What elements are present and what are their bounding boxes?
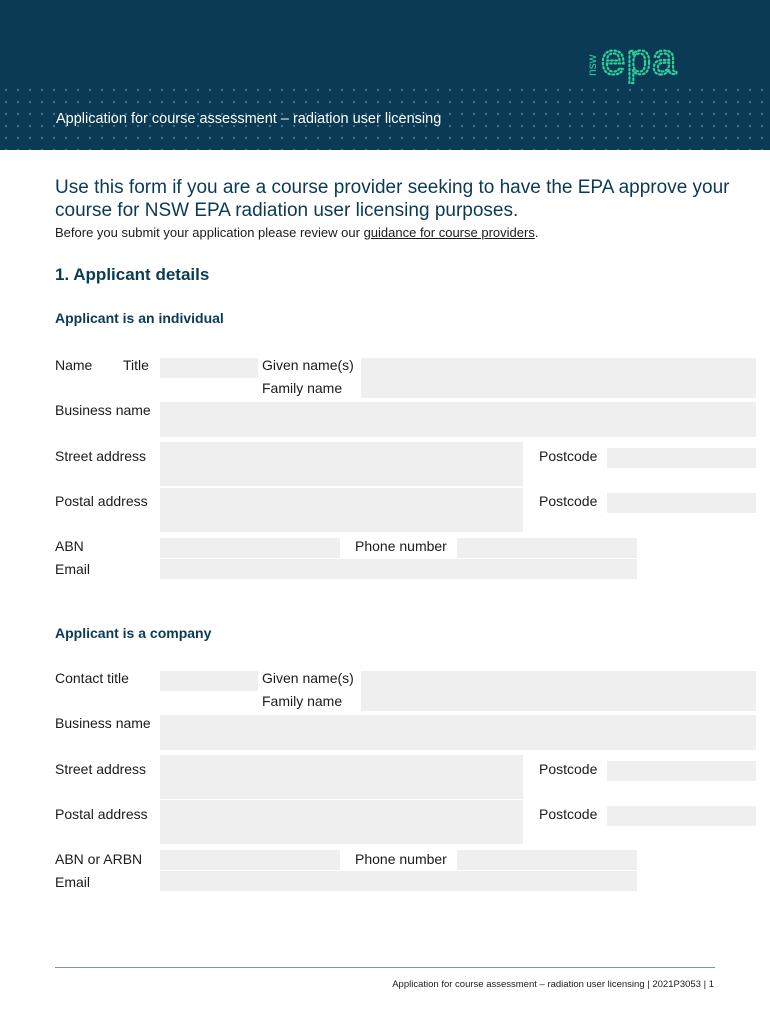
postal-postcode-label: Postcode: [539, 493, 598, 509]
company-heading: Applicant is a company: [55, 625, 212, 641]
street-address-label: Street address: [55, 448, 147, 464]
company-family-name-label: Family name: [262, 693, 343, 709]
company-phone-field[interactable]: [457, 850, 637, 870]
email-label: Email: [55, 561, 91, 577]
individual-business-name-field[interactable]: [160, 402, 756, 437]
intro-sub-prefix: Before you submit your application please review our: [55, 225, 364, 240]
individual-title-field[interactable]: [160, 358, 258, 378]
company-postal-address-label: Postal address: [55, 806, 148, 822]
company-street-address-label: Street address: [55, 761, 147, 777]
individual-postal-postcode-field[interactable]: [607, 493, 756, 513]
company-street-postcode-field[interactable]: [607, 761, 756, 781]
company-street-address-field[interactable]: [160, 755, 523, 799]
nsw-epa-logo: [583, 40, 723, 90]
company-given-name-field[interactable]: [361, 671, 756, 691]
name-label: Name: [55, 357, 93, 373]
street-postcode-label: Postcode: [539, 448, 598, 464]
company-email-label: Email: [55, 874, 91, 890]
individual-given-name-field[interactable]: [361, 358, 756, 378]
company-postal-postcode-field[interactable]: [607, 806, 756, 826]
company-abn-field[interactable]: [160, 850, 340, 870]
individual-street-postcode-field[interactable]: [607, 448, 756, 468]
guidance-link[interactable]: guidance for course providers: [363, 225, 535, 240]
individual-street-address-field[interactable]: [160, 442, 523, 486]
individual-postal-address-field[interactable]: [160, 488, 523, 532]
intro-sub-suffix: .: [534, 225, 539, 240]
footer-divider: [55, 967, 715, 968]
company-contact-title-field[interactable]: [160, 671, 258, 691]
logo-epa-text: epa: [601, 40, 678, 84]
business-name-label: Business name: [55, 402, 151, 418]
company-family-name-field[interactable]: [361, 691, 756, 711]
individual-email-field[interactable]: [160, 559, 637, 579]
company-business-name-field[interactable]: [160, 715, 756, 750]
company-street-postcode-label: Postcode: [539, 761, 598, 777]
phone-number-label: Phone number: [355, 538, 447, 554]
logo-nsw-text: nsw: [585, 54, 599, 76]
individual-heading: Applicant is an individual: [55, 310, 224, 326]
banner-title: Application for course assessment – radiation user licensing: [56, 111, 442, 127]
section-heading-applicant-details: 1. Applicant details: [55, 265, 210, 284]
intro-instructions: [55, 225, 538, 240]
individual-family-name-field[interactable]: [361, 378, 756, 398]
abn-label: ABN: [55, 538, 84, 554]
title-label: Title: [123, 357, 149, 373]
footer-text: Application for course assessment – radiation user licensing | 2021P3053 | 1: [392, 979, 714, 990]
company-email-field[interactable]: [160, 871, 637, 891]
given-name-label: Given name(s): [262, 357, 354, 373]
company-postal-address-field[interactable]: [160, 800, 523, 844]
company-abn-label: ABN or ARBN: [55, 851, 143, 867]
individual-abn-field[interactable]: [160, 538, 340, 558]
contact-title-label: Contact title: [55, 670, 129, 686]
family-name-label: Family name: [262, 380, 343, 396]
intro-lead: Use this form if you are a course provider seeking to have the EPA approve your course for NSW EPA radiation user licensing purposes.: [55, 177, 730, 221]
company-postal-postcode-label: Postcode: [539, 806, 598, 822]
postal-address-label: Postal address: [55, 493, 148, 509]
company-business-name-label: Business name: [55, 715, 151, 731]
individual-phone-field[interactable]: [457, 538, 637, 558]
company-given-name-label: Given name(s): [262, 670, 354, 686]
company-phone-label: Phone number: [355, 851, 447, 867]
